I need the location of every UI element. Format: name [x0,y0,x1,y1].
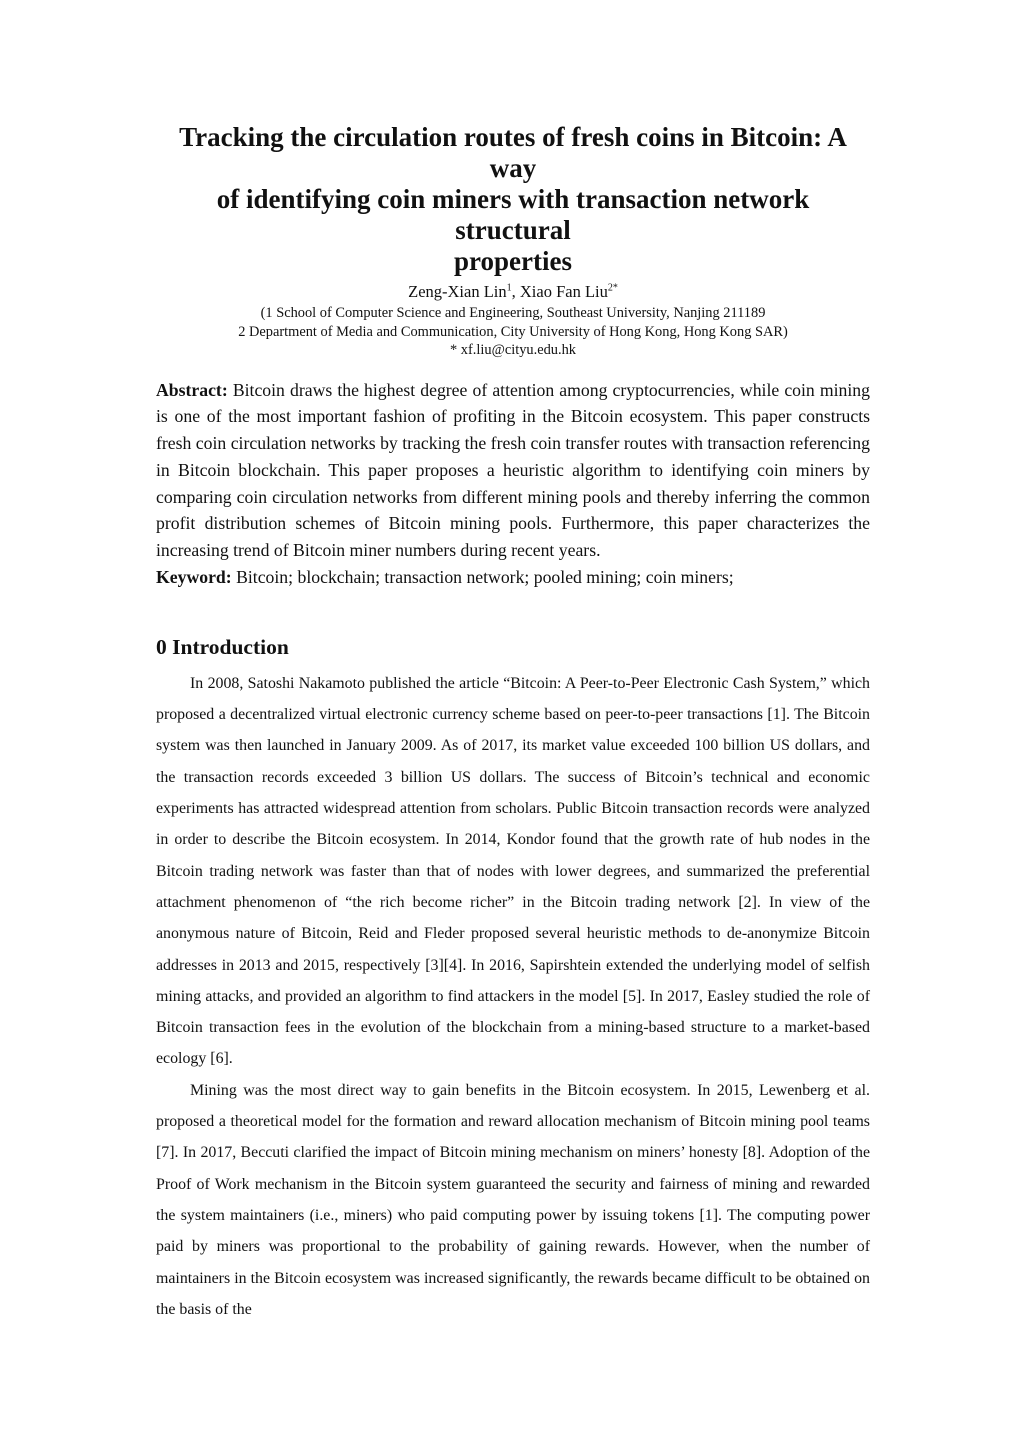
abstract-label: Abstract: [156,379,228,400]
affiliation-2: 2 Department of Media and Communication, City University of Hong Kong, Hong Kong SAR) [238,323,788,340]
title-line-3: properties [454,246,572,276]
affiliation-1: (1 School of Computer Science and Engineering, Southeast University, Nanjing 211189 [260,305,766,321]
abstract [156,377,870,565]
corresponding-email: * xf.liu@cityu.edu.hk [450,342,576,358]
keywords-label: Keyword: [156,567,232,588]
paper-page [156,122,870,1325]
keywords [156,564,870,591]
author-1: Zeng-Xian Lin [408,282,507,301]
affiliations [156,304,870,360]
abstract-text: Bitcoin draws the highest degree of attention among cryptocurrencies, while coin mining is one of the most important fashion of profiting in the Bitcoin ecosystem. This paper constructs fresh coin circulation networks by tracking the fresh coin transfer routes with transaction referencing in Bitcoin blockchain. This paper proposes a heuristic algorithm to identifying coin miners by comparing coin circulation networks from different mining pools and thereby inferring the common profit distribution schemes of Bitcoin mining pools. Furthermore, this paper characterizes the increasing trend of Bitcoin miner numbers during recent years. [156,379,870,561]
author-separator: , [511,282,520,301]
paper-title [156,122,870,277]
author-line [156,281,870,303]
introduction-paragraph-1: In 2008, Satoshi Nakamoto published the article “Bitcoin: A Peer-to-Peer Electronic Cash System,” which proposed a decentralized virtual electronic currency scheme based on peer-to-peer transactions [1]. The Bitcoin system was then launched in January 2009. As of 2017, its market value exceeded 100 billion US dollars, and the transaction records exceeded 3 billion US dollars. The success of Bitcoin’s technical and economic experiments has attracted widespread attention from scholars. Public Bitcoin transaction records were analyzed in order to describe the Bitcoin ecosystem. In 2014, Kondor found that the growth rate of hub nodes in the Bitcoin trading network was faster than that of nodes with lower degrees, and summarized the preferential attachment phenomenon of “the rich become richer” in the Bitcoin trading network [2]. In view of the anonymous nature of Bitcoin, Reid and Fleder proposed several heuristic methods to de-anonymize Bitcoin addresses in 2013 and 2015, respectively [3][4]. In 2016, Sapirshtein extended the underlying model of selfish mining attacks, and provided an algorithm to find attackers in the model [5]. In 2017, Easley studied the role of Bitcoin transaction fees in the evolution of the blockchain from a mining-based structure to a market-based ecology [6]. [156,674,870,1068]
author-2: Xiao Fan Liu [519,282,608,301]
keywords-text: Bitcoin; blockchain; transaction network; pooled mining; coin miners; [231,567,734,588]
title-line-2: of identifying coin miners with transaction network structural [216,184,810,245]
introduction-paragraph-2: Mining was the most direct way to gain benefits in the Bitcoin ecosystem. In 2015, Lewenberg et al. proposed a theoretical model for the formation and reward allocation mechanism of Bitcoin mining pool teams [7]. In 2017, Beccuti clarified the impact of Bitcoin mining mechanism on miners’ honesty [8]. Adoption of the Proof of Work mechanism in the Bitcoin system guaranteed the security and fairness of mining and rewarded the system maintainers (i.e., miners) who paid computing power by issuing tokens [1]. The computing power paid by miners was proportional to the probability of gaining rewards. However, when the number of maintainers in the Bitcoin ecosystem was increased significantly, the rewards became difficult to be obtained on the basis of the [156,1081,870,1318]
title-line-1: Tracking the circulation routes of fresh coins in Bitcoin: A way [179,122,847,183]
author-2-affiliation-mark: 2* [607,282,618,294]
author-1-affiliation-mark: 1 [506,282,512,294]
section-heading-introduction: 0 Introduction [156,634,289,659]
